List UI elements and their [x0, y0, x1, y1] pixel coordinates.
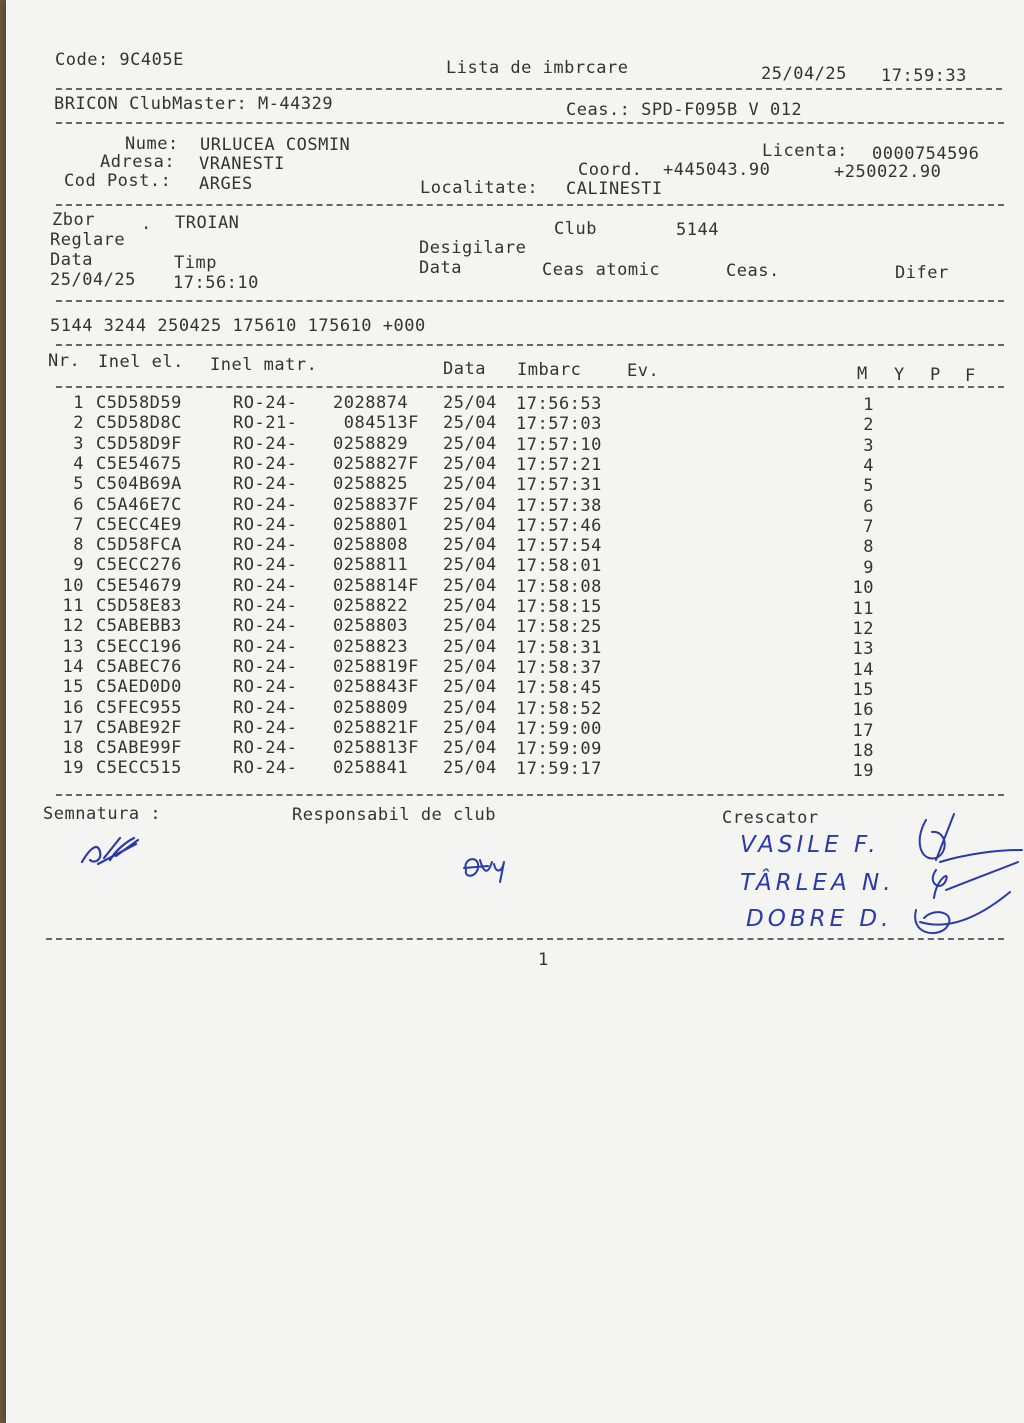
row-number: 19	[62, 758, 84, 779]
arrival-date: 25/04	[443, 474, 497, 495]
ring-prefix: RO-24-	[233, 717, 298, 738]
table-row	[6, 738, 1024, 761]
ring-number: 0258809	[333, 697, 409, 718]
arrival-time: 17:59:00	[516, 718, 602, 739]
electronic-ring: C5D58FCA	[96, 535, 182, 556]
table-row	[6, 434, 1024, 454]
reg-date: 25/04/25	[50, 270, 136, 290]
zbor-dot: .	[141, 214, 152, 234]
ring-prefix: RO-24-	[233, 494, 298, 515]
arrival-date: 25/04	[443, 596, 497, 616]
divider	[56, 122, 1004, 124]
row-number: 14	[62, 656, 84, 677]
position-m: 19	[852, 761, 874, 782]
row-number: 15	[62, 677, 84, 698]
address-label: Adresa:	[100, 152, 176, 172]
arrival-date: 25/04	[443, 717, 497, 738]
code-text: Code: 9C405E	[55, 50, 184, 70]
table-row	[6, 636, 1024, 660]
divider	[56, 794, 1004, 796]
electronic-ring: C5ABE99F	[96, 738, 182, 759]
arrival-time: 17:58:45	[516, 678, 602, 699]
reg-timp-label: Timp	[174, 253, 217, 273]
position-m: 12	[852, 618, 874, 639]
ring-number: 0258822	[333, 596, 409, 616]
arrival-time: 17:58:15	[516, 597, 602, 617]
arrival-date: 25/04	[443, 393, 497, 413]
table-row	[6, 535, 1024, 558]
divider	[56, 204, 1004, 206]
arrival-time: 17:58:01	[516, 556, 602, 577]
desig-data-label: Data	[419, 258, 462, 278]
ring-prefix: RO-24-	[233, 393, 298, 413]
row-number: 6	[73, 494, 84, 515]
breeder-label: Crescator	[722, 808, 819, 828]
divider	[56, 344, 1004, 346]
position-m: 17	[852, 720, 874, 741]
arrival-date: 25/04	[443, 738, 497, 759]
ring-number: 0258829	[333, 433, 409, 454]
club-responsible-label: Responsabil de club	[292, 805, 496, 825]
table-row	[6, 697, 1024, 721]
zbor-label: Zbor	[52, 210, 95, 230]
ring-prefix: RO-24-	[233, 555, 298, 576]
owner-address: VRANESTI	[199, 154, 285, 174]
ring-prefix: RO-24-	[233, 535, 298, 556]
arrival-date: 25/04	[443, 453, 497, 474]
position-m: 9	[863, 557, 874, 578]
ring-prefix: RO-24-	[233, 697, 298, 718]
electronic-ring: C5A46E7C	[96, 494, 182, 515]
system-id: BRICON ClubMaster: M-44329	[54, 94, 334, 114]
col-inel-el: Inel el.	[98, 352, 184, 372]
zbor-value: TROIAN	[175, 213, 240, 233]
col-data: Data	[443, 359, 486, 379]
ring-prefix: RO-24-	[233, 656, 298, 677]
row-number: 9	[73, 555, 84, 576]
position-m: 7	[863, 517, 874, 538]
ring-number: 2028874	[333, 393, 409, 413]
flight-code-line: 5144 3244 250425 175610 175610 +000	[50, 316, 426, 336]
electronic-ring: C504B69A	[96, 474, 182, 495]
position-m: 1	[863, 395, 874, 415]
divider	[56, 300, 1004, 302]
ring-prefix: RO-24-	[233, 636, 298, 657]
arrival-date: 25/04	[443, 514, 497, 535]
locality-value: CALINESTI	[566, 179, 663, 199]
arrival-time: 17:59:09	[516, 739, 602, 760]
arrival-date: 25/04	[443, 433, 497, 454]
ring-prefix: RO-24-	[233, 474, 298, 495]
electronic-ring: C5D58E83	[96, 596, 182, 616]
ring-prefix: RO-21-	[233, 413, 298, 434]
post-label: Cod Post.:	[64, 171, 172, 191]
coord-label: Coord.	[578, 160, 643, 180]
reg-data-label: Data	[50, 250, 93, 270]
arrival-time: 17:57:21	[516, 454, 602, 475]
row-number: 16	[62, 697, 84, 718]
table-row	[6, 555, 1024, 578]
position-m: 13	[852, 639, 874, 660]
electronic-ring: C5ECC196	[96, 636, 182, 657]
col-ev: Ev.	[627, 361, 660, 381]
clock-label: Ceas.	[726, 261, 780, 281]
ring-number: 0258823	[333, 636, 409, 657]
electronic-ring: C5ECC276	[96, 555, 182, 576]
table-row	[6, 575, 1024, 599]
arrival-date: 25/04	[443, 636, 497, 657]
col-inel-matr: Inel matr.	[210, 355, 318, 375]
position-m: 5	[863, 476, 874, 497]
ring-number: 0258837F	[333, 494, 419, 515]
breeder-signatures	[906, 810, 1024, 950]
row-number: 12	[62, 616, 84, 637]
divider	[56, 386, 1004, 388]
table-row	[6, 616, 1024, 639]
electronic-ring: C5ECC515	[96, 758, 182, 779]
arrival-time: 17:57:46	[516, 515, 602, 536]
row-number: 8	[73, 535, 84, 556]
arrival-time: 17:58:37	[516, 657, 602, 678]
owner-post: ARGES	[199, 174, 253, 194]
ring-number: 0258843F	[333, 677, 419, 698]
ring-prefix: RO-24-	[233, 575, 298, 596]
table-row	[6, 596, 1024, 619]
table-row	[6, 656, 1024, 680]
ring-number: 0258808	[333, 535, 409, 556]
position-m: 18	[852, 740, 874, 761]
col-f: F	[965, 366, 976, 386]
position-m: 11	[852, 598, 874, 619]
ring-prefix: RO-24-	[233, 453, 298, 474]
ring-number: 0258811	[333, 555, 409, 576]
document-page	[6, 0, 1024, 1423]
row-number: 7	[73, 514, 84, 535]
position-m: 14	[852, 659, 874, 680]
electronic-ring: C5ABEBB3	[96, 616, 182, 637]
arrival-time: 17:57:10	[516, 434, 602, 455]
breeder-name-1: VASILE F.	[740, 832, 880, 858]
electronic-ring: C5D58D9F	[96, 433, 182, 454]
document-title: Lista de imbrcare	[446, 58, 629, 78]
ring-prefix: RO-24-	[233, 616, 298, 637]
position-m: 2	[863, 415, 874, 436]
row-number: 10	[62, 575, 84, 596]
ring-prefix: RO-24-	[233, 738, 298, 759]
row-number: 1	[73, 393, 84, 413]
arrival-date: 25/04	[443, 413, 497, 434]
signature-scribble	[76, 830, 146, 870]
arrival-date: 25/04	[443, 697, 497, 718]
table-row	[6, 495, 1024, 515]
electronic-ring: C5D58D8C	[96, 413, 182, 434]
electronic-ring: C5FEC955	[96, 697, 182, 718]
difference-label: Difer	[895, 263, 949, 283]
name-label: Nume:	[125, 134, 179, 154]
ring-prefix: RO-24-	[233, 433, 298, 454]
arrival-time: 17:58:52	[516, 698, 602, 719]
locality-label: Localitate:	[420, 178, 539, 198]
arrival-date: 25/04	[443, 656, 497, 677]
table-row	[6, 474, 1024, 497]
signature-label: Semnatura :	[43, 804, 162, 824]
row-number: 3	[73, 433, 84, 454]
ring-prefix: RO-24-	[233, 596, 298, 616]
position-m: 6	[863, 496, 874, 517]
arrival-time: 17:57:03	[516, 414, 602, 435]
arrival-date: 25/04	[443, 575, 497, 596]
col-y: Y	[894, 365, 905, 385]
ring-prefix: RO-24-	[233, 758, 298, 779]
arrival-date: 25/04	[443, 535, 497, 556]
row-number: 4	[73, 453, 84, 474]
license-value: 0000754596	[872, 144, 980, 164]
row-number: 17	[62, 717, 84, 738]
position-m: 10	[852, 578, 874, 599]
row-number: 5	[73, 474, 84, 495]
coord-lat: +445043.90	[663, 160, 771, 180]
electronic-ring: C5AED0D0	[96, 677, 182, 698]
arrival-time: 17:57:31	[516, 475, 602, 496]
club-label: Club	[554, 219, 597, 239]
ring-number: 084513F	[333, 413, 419, 434]
divider	[56, 88, 1002, 90]
ring-number: 0258827F	[333, 453, 419, 474]
print-time: 17:59:33	[881, 66, 967, 86]
row-number: 13	[62, 636, 84, 657]
arrival-time: 17:56:53	[516, 394, 602, 414]
electronic-ring: C5ABE92F	[96, 717, 182, 738]
row-number: 2	[73, 413, 84, 434]
electronic-ring: C5E54679	[96, 575, 182, 596]
arrival-time: 17:57:38	[516, 495, 602, 516]
row-number: 18	[62, 738, 84, 759]
table-row	[6, 677, 1024, 700]
position-m: 16	[852, 700, 874, 721]
arrival-time: 17:57:54	[516, 536, 602, 557]
table-row	[6, 717, 1024, 741]
table-row	[6, 393, 1024, 413]
table-row	[6, 514, 1024, 538]
reglare-label: Reglare	[50, 230, 126, 250]
ring-number: 0258821F	[333, 717, 419, 738]
page-number: 1	[538, 950, 549, 970]
arrival-date: 25/04	[443, 677, 497, 698]
col-m: M	[857, 364, 868, 384]
arrival-date: 25/04	[443, 494, 497, 515]
desigilare-label: Desigilare	[419, 238, 527, 258]
coord-lon: +250022.90	[834, 162, 942, 182]
ring-number: 0258825	[333, 474, 409, 495]
atomic-clock-label: Ceas atomic	[542, 260, 661, 280]
breeder-name-3: DOBRE D.	[746, 906, 893, 932]
ring-number: 0258803	[333, 616, 409, 637]
table-row	[6, 413, 1024, 436]
clock-id: Ceas.: SPD-F095B V 012	[566, 100, 803, 120]
position-m: 15	[852, 679, 874, 700]
license-label: Licenta:	[762, 141, 848, 161]
club-value: 5144	[676, 220, 719, 240]
electronic-ring: C5ECC4E9	[96, 514, 182, 535]
reg-time: 17:56:10	[173, 273, 259, 293]
arrival-date: 25/04	[443, 616, 497, 637]
electronic-ring: C5ABEC76	[96, 656, 182, 677]
col-p: P	[930, 365, 941, 385]
arrival-time: 17:58:25	[516, 617, 602, 638]
arrival-date: 25/04	[443, 555, 497, 576]
electronic-ring: C5D58D59	[96, 393, 182, 413]
ring-number: 0258819F	[333, 656, 419, 677]
table-row	[6, 453, 1024, 477]
ring-number: 0258841	[333, 758, 409, 779]
position-m: 8	[863, 537, 874, 558]
ring-number: 0258814F	[333, 575, 419, 596]
ring-number: 0258801	[333, 514, 409, 535]
arrival-time: 17:59:17	[516, 759, 602, 780]
print-date: 25/04/25	[761, 64, 847, 84]
table-row	[6, 758, 1024, 782]
club-signature	[458, 850, 518, 886]
arrival-time: 17:58:31	[516, 637, 602, 658]
arrival-date: 25/04	[443, 758, 497, 779]
position-m: 3	[863, 435, 874, 456]
breeder-name-2: TÂRLEA N.	[740, 870, 895, 896]
position-m: 4	[863, 456, 874, 477]
col-imbarc: Imbarc	[517, 360, 582, 380]
col-nr: Nr.	[48, 351, 81, 371]
ring-number: 0258813F	[333, 738, 419, 759]
owner-name: URLUCEA COSMIN	[200, 135, 351, 155]
ring-prefix: RO-24-	[233, 514, 298, 535]
divider	[46, 938, 1004, 940]
electronic-ring: C5E54675	[96, 453, 182, 474]
ring-prefix: RO-24-	[233, 677, 298, 698]
arrival-time: 17:58:08	[516, 576, 602, 597]
row-number: 11	[62, 596, 84, 616]
